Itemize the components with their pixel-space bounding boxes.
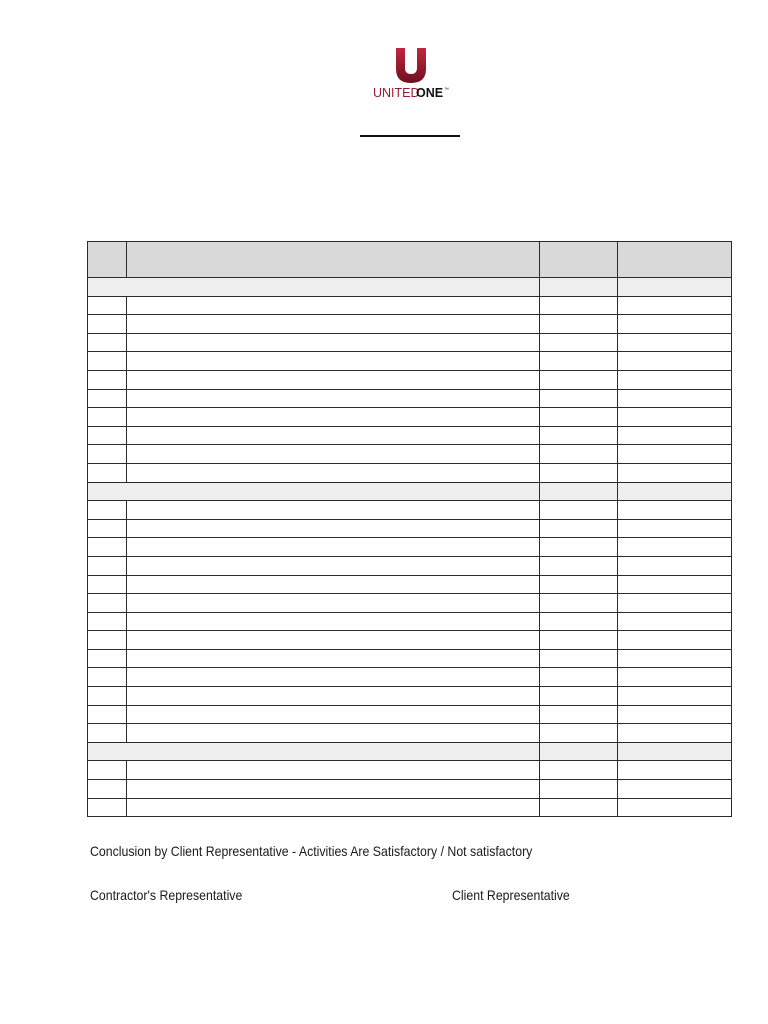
no-cell [88,649,127,668]
remarks-cell [618,445,732,464]
remarks-cell [618,724,732,743]
table-header-row [88,242,732,278]
section-title-cell [88,482,540,501]
header-cell-description [127,242,540,278]
description-cell [127,463,540,482]
table-row [88,687,732,706]
description-cell [127,705,540,724]
description-cell [127,408,540,427]
status-cell [540,687,618,706]
no-cell [88,352,127,371]
table-row [88,724,732,743]
description-cell [127,426,540,445]
table-row [88,389,732,408]
description-cell [127,798,540,817]
status-cell [540,538,618,557]
description-cell [127,668,540,687]
remarks-cell [618,668,732,687]
table-row [88,594,732,613]
table-row [88,501,732,520]
status-cell [540,594,618,613]
table-row [88,315,732,334]
svg-text:™: ™ [444,87,449,93]
no-cell [88,687,127,706]
status-cell [540,612,618,631]
united-one-logo [370,47,452,99]
description-cell [127,501,540,520]
description-cell [127,761,540,780]
header-cell-remarks [618,242,732,278]
status-cell [540,315,618,334]
status-cell [540,408,618,427]
status-cell [540,649,618,668]
description-cell [127,575,540,594]
status-cell [540,445,618,464]
status-cell [540,501,618,520]
status-cell [540,389,618,408]
remarks-cell [618,296,732,315]
description-cell [127,333,540,352]
description-cell [127,519,540,538]
table-row [88,631,732,650]
section-row [88,742,732,761]
description-cell [127,594,540,613]
no-cell [88,296,127,315]
description-cell [127,612,540,631]
remarks-cell [618,631,732,650]
table-row [88,463,732,482]
remarks-cell [618,612,732,631]
status-cell [540,780,618,799]
description-cell [127,352,540,371]
remarks-cell [618,594,732,613]
remarks-cell [618,352,732,371]
table-row [88,761,732,780]
table-row [88,556,732,575]
table-row [88,538,732,557]
svg-text:UNITED: UNITED [373,86,420,99]
no-cell [88,724,127,743]
description-cell [127,389,540,408]
no-cell [88,333,127,352]
status-cell [540,519,618,538]
no-cell [88,612,127,631]
remarks-cell [618,333,732,352]
remarks-cell [618,315,732,334]
table-row [88,649,732,668]
remarks-cell [618,575,732,594]
no-cell [88,538,127,557]
section-remarks-cell [618,278,732,297]
description-cell [127,724,540,743]
description-cell [127,631,540,650]
status-cell [540,724,618,743]
no-cell [88,315,127,334]
title-underline [360,135,460,137]
table-row [88,370,732,389]
section-status-cell [540,742,618,761]
status-cell [540,556,618,575]
no-cell [88,463,127,482]
no-cell [88,556,127,575]
status-cell [540,798,618,817]
header-cell-status [540,242,618,278]
table-row [88,519,732,538]
description-cell [127,538,540,557]
table-row [88,426,732,445]
table-row [88,296,732,315]
status-cell [540,352,618,371]
description-cell [127,556,540,575]
description-cell [127,687,540,706]
remarks-cell [618,426,732,445]
status-cell [540,761,618,780]
description-cell [127,445,540,464]
table-row [88,612,732,631]
remarks-cell [618,556,732,575]
status-cell [540,426,618,445]
client-representative-label: Client Representative [452,887,570,903]
remarks-cell [618,519,732,538]
no-cell [88,780,127,799]
status-cell [540,668,618,687]
section-status-cell [540,278,618,297]
no-cell [88,519,127,538]
no-cell [88,705,127,724]
status-cell [540,370,618,389]
status-cell [540,575,618,594]
remarks-cell [618,389,732,408]
description-cell [127,315,540,334]
table-row [88,668,732,687]
no-cell [88,761,127,780]
no-cell [88,370,127,389]
table-body [88,278,732,817]
section-title-cell [88,742,540,761]
remarks-cell [618,463,732,482]
checklist-table [87,241,732,817]
table-row [88,445,732,464]
table-row [88,333,732,352]
remarks-cell [618,501,732,520]
section-row [88,482,732,501]
remarks-cell [618,705,732,724]
section-status-cell [540,482,618,501]
section-remarks-cell [618,482,732,501]
status-cell [540,631,618,650]
remarks-cell [618,780,732,799]
contractor-representative-label: Contractor's Representative [90,887,243,903]
no-cell [88,426,127,445]
description-cell [127,296,540,315]
status-cell [540,333,618,352]
svg-text:ONE: ONE [416,86,444,99]
no-cell [88,594,127,613]
no-cell [88,631,127,650]
table-row [88,780,732,799]
description-cell [127,370,540,389]
remarks-cell [618,370,732,389]
table-row [88,575,732,594]
remarks-cell [618,687,732,706]
no-cell [88,798,127,817]
table-row [88,798,732,817]
status-cell [540,296,618,315]
status-cell [540,705,618,724]
no-cell [88,501,127,520]
no-cell [88,668,127,687]
status-cell [540,463,618,482]
section-remarks-cell [618,742,732,761]
remarks-cell [618,538,732,557]
description-cell [127,780,540,799]
remarks-cell [618,408,732,427]
remarks-cell [618,649,732,668]
table-row [88,705,732,724]
no-cell [88,575,127,594]
remarks-cell [618,761,732,780]
section-title-cell [88,278,540,297]
no-cell [88,408,127,427]
table-row [88,352,732,371]
description-cell [127,649,540,668]
table-row [88,408,732,427]
header-cell-no [88,242,127,278]
no-cell [88,445,127,464]
remarks-cell [618,798,732,817]
section-row [88,278,732,297]
no-cell [88,389,127,408]
conclusion-text: Conclusion by Client Representative - Activities Are Satisfactory / Not satisfactory [90,843,533,859]
